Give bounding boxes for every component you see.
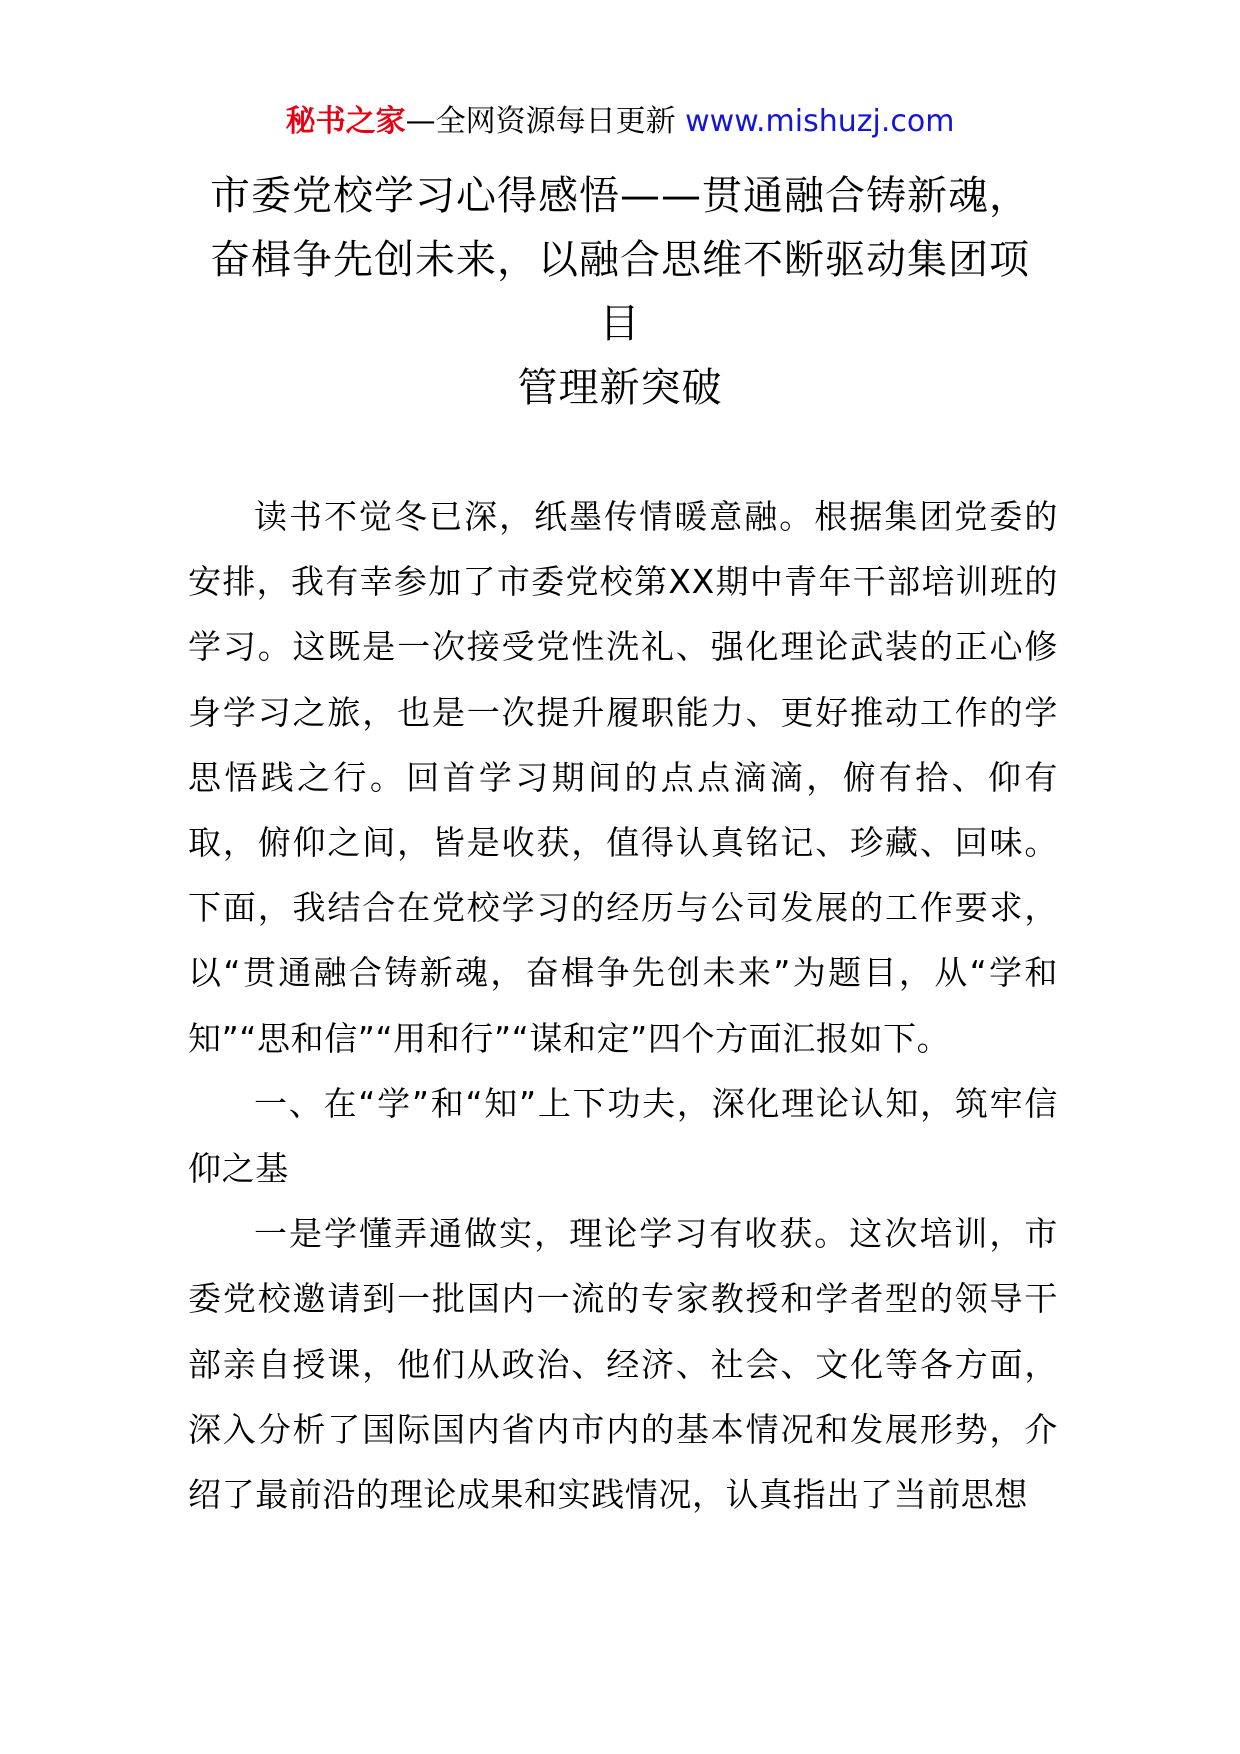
body-paragraph-2: 一是学懂弄通做实，理论学习有收获。这次培训，市委党校邀请到一批国内一流的专家教授和学者型的领导干部亲自授课，他们从政治、经济、社会、文化等各方面，深入分析了国际国内省内市内的基本情况和发展形势，介绍了最前沿的理论成果和实践情况，认真指出了当前思想: [188, 1214, 1058, 1515]
document-body: [188, 484, 1058, 1527]
header-tagline: —全网资源每日更新: [405, 104, 686, 139]
site-header: [0, 100, 1240, 144]
brand-name: 秘书之家: [285, 104, 406, 139]
title-line-3: 目: [599, 301, 641, 347]
title-line-4: 管理新突破: [517, 365, 723, 411]
site-url: www.mishuzj.com: [685, 104, 955, 139]
section-heading-1: 一、在“学”和“知”上下功夫，深化理论认知，筑牢信仰之基: [188, 1083, 1058, 1189]
title-line-1: 市委党校学习心得感悟——贯通融合铸新魂，: [210, 173, 1030, 219]
title-line-2: 奋楫争先创未来，以融合思维不断驱动集团项: [210, 237, 1030, 283]
document-title: [180, 164, 1060, 420]
intro-paragraph: 读书不觉冬已深，纸墨传情暖意融。根据集团党委的安排，我有幸参加了市委党校第XX期中青年干部培训班的学习。这既是一次接受党性洗礼、强化理论武装的正心修身学习之旅，也是一次提升履职能力、更好推动工作的学思悟践之行。回首学习期间的点点滴滴，俯有拾、仰有取，俯仰之间，皆是收获，值得认真铭记、珍藏、回味。下面，我结合在党校学习的经历与公司发展的工作要求，以“贯通融合铸新魂，奋楫争先创未来”为题目，从“学和知”“思和信”“用和行”“谋和定”四个方面汇报如下。: [188, 497, 1058, 1058]
